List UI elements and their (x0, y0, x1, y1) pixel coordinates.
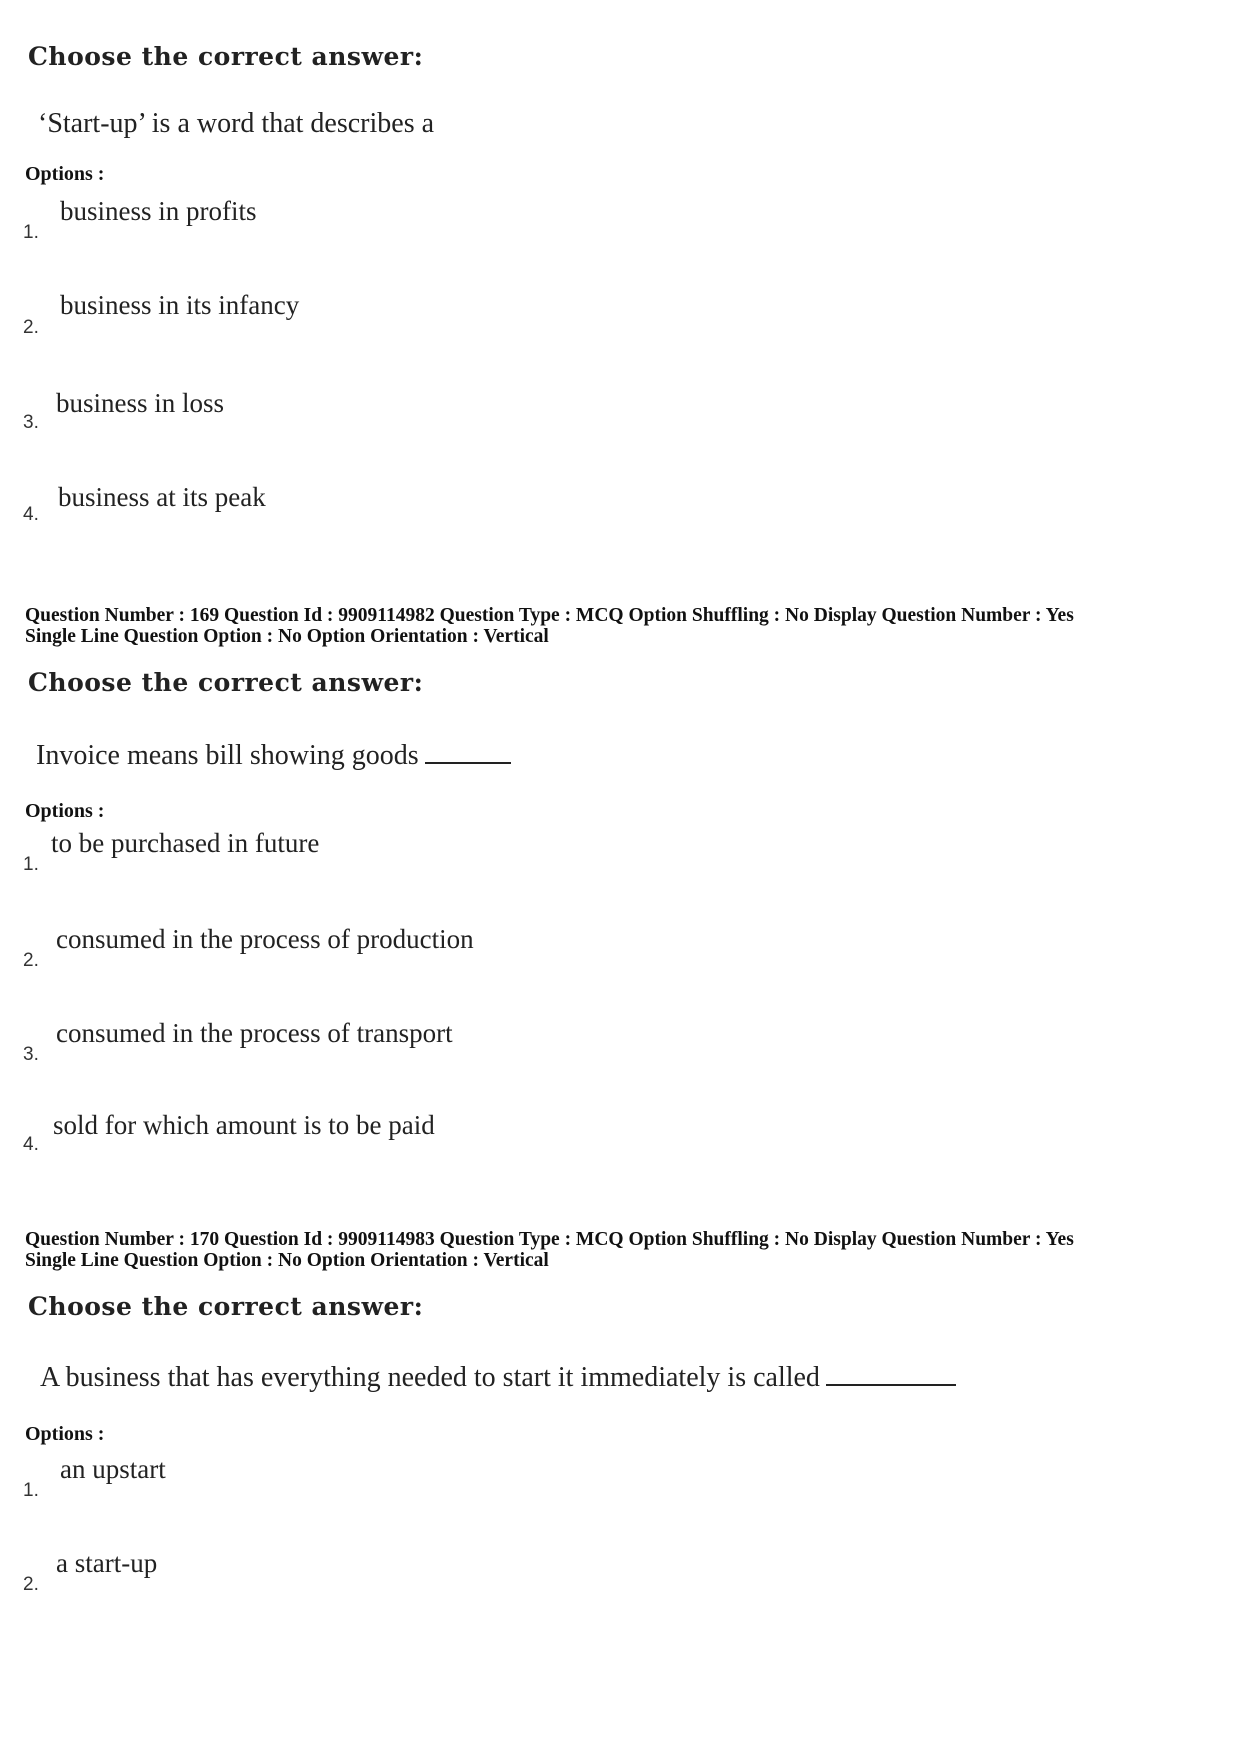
question-meta-line: Question Number : 169 Question Id : 9909114982 Question Type : MCQ Option Shuffling : No Display Question Number : Yes (25, 605, 1074, 626)
option-number: 3. (23, 412, 39, 433)
option-text[interactable]: business in its infancy (60, 290, 300, 320)
option-text[interactable]: to be purchased in future (51, 828, 320, 858)
option-number: 1. (23, 1480, 39, 1501)
option-text[interactable]: business in profits (60, 196, 257, 226)
question-text (36, 738, 511, 772)
option-number: 4. (23, 504, 39, 525)
option-text[interactable]: consumed in the process of transport (56, 1018, 453, 1048)
options-label: Options : (25, 800, 105, 822)
option-text[interactable]: a start-up (56, 1548, 158, 1578)
question-meta-line: Single Line Question Option : No Option Orientation : Vertical (25, 1250, 549, 1271)
option-number: 2. (23, 317, 39, 338)
option-text[interactable]: business at its peak (58, 482, 266, 512)
option-number: 2. (23, 1574, 39, 1595)
option-text[interactable]: business in loss (56, 388, 225, 418)
option-number: 2. (23, 950, 39, 971)
option-number: 3. (23, 1044, 39, 1065)
question-text-content: A business that has everything needed to start it immediately is called (40, 1362, 820, 1393)
option-text[interactable]: consumed in the process of production (56, 924, 474, 954)
option-number: 4. (23, 1134, 39, 1155)
options-label: Options : (25, 1423, 105, 1445)
choose-heading: Choose the correct answer: (28, 668, 424, 697)
answer-blank (425, 738, 511, 764)
option-text[interactable]: an upstart (60, 1454, 166, 1484)
choose-heading: Choose the correct answer: (28, 1292, 424, 1321)
choose-heading: Choose the correct answer: (28, 42, 424, 71)
question-text-content: Invoice means bill showing goods (36, 740, 419, 771)
question-text (40, 1360, 956, 1394)
question-meta-line: Question Number : 170 Question Id : 9909114983 Question Type : MCQ Option Shuffling : No Display Question Number : Yes (25, 1229, 1074, 1250)
answer-blank (826, 1360, 956, 1386)
option-number: 1. (23, 222, 39, 243)
question-meta-line: Single Line Question Option : No Option Orientation : Vertical (25, 626, 549, 647)
options-label: Options : (25, 163, 105, 185)
question-text: ‘Start-up’ is a word that describes a (38, 108, 435, 139)
option-number: 1. (23, 854, 39, 875)
option-text[interactable]: sold for which amount is to be paid (53, 1110, 435, 1140)
